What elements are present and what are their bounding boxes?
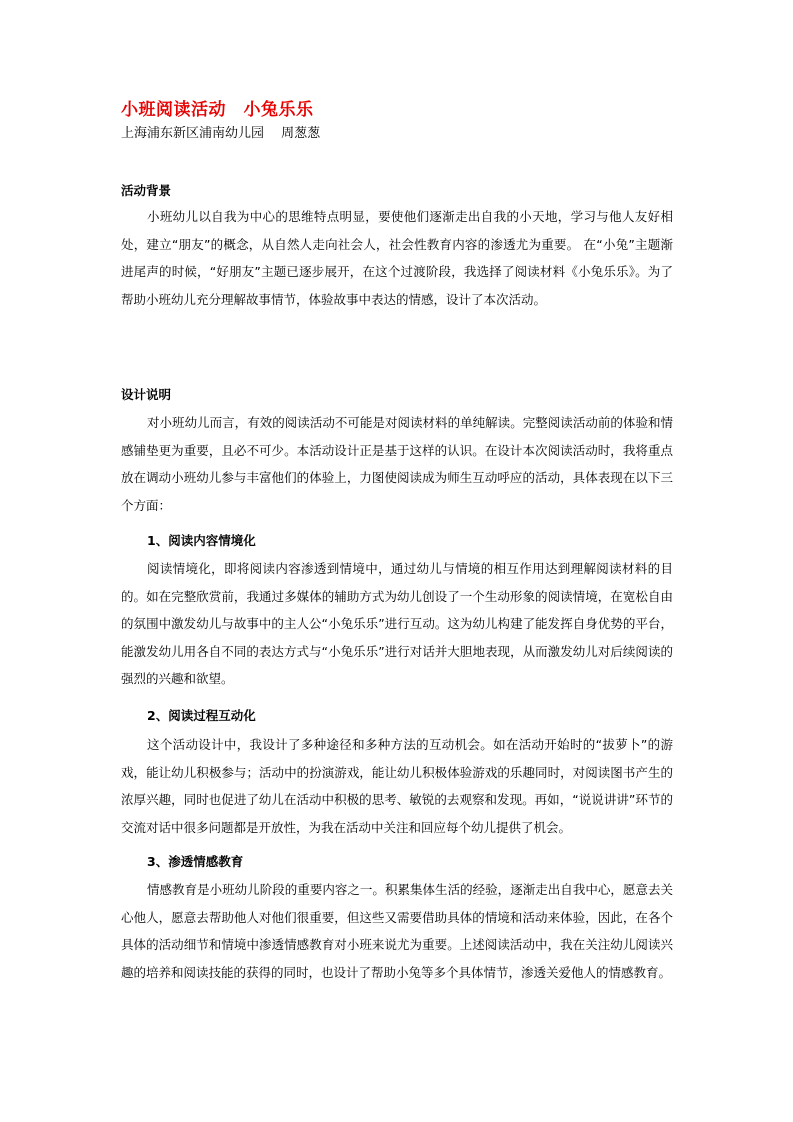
subheading-point-1: 1、阅读内容情境化	[147, 533, 256, 548]
section-heading-background: 活动背景	[121, 183, 172, 198]
paragraph-point-3: 情感教育是小班幼儿阶段的重要内容之一。积累集体生活的经验，逐渐走出自我中心，愿意去关心他人，愿意去帮助他人对他们很重要，但这些又需要借助具体的情境和活动来体验，因此，在各个具体的活动细节和情境中渗透情感教育对小班来说尤为重要。上述阅读活动中，我在关注幼儿阅读兴趣的培养和阅读技能的获得的同时，也设计了帮助小兔等多个具体情节，渗透关爱他人的情感教育。	[121, 882, 673, 980]
author-line: 上海浦东新区浦南幼儿园 周葱葱	[121, 126, 321, 141]
paragraph-design-intro: 对小班幼儿而言，有效的阅读活动不可能是对阅读材料的单纯解读。完整阅读活动前的体验和情感铺垫更为重要，且必不可少。本活动设计正是基于这样的认识。在设计本次阅读活动时，我将重点放在调动小班幼儿参与丰富他们的体验上，力图使阅读成为师生互动呼应的活动，具体表现在以下三个方面：	[121, 415, 673, 513]
paragraph-point-2: 这个活动设计中，我设计了多种途径和多种方法的互动机会。如在活动开始时的“拔萝卜”的游戏，能让幼儿积极参与；活动中的扮演游戏，能让幼儿积极体验游戏的乐趣同时，对阅读图书产生的浓厚兴趣，同时也促进了幼儿在活动中积极的思考、敏锐的去观察和发现。再如，“说说讲讲”环节的交流对话中很多问题都是开放性，为我在活动中关注和回应每个幼儿提供了机会。	[121, 737, 673, 835]
paragraph-background: 小班幼儿以自我为中心的思维特点明显，要使他们逐渐走出自我的小天地，学习与他人友好相处，建立“朋友”的概念，从自然人走向社会人，社会性教育内容的渗透尤为重要。 在“小兔”主题渐进尾声的时候，“好朋友”主题已逐步展开，在这个过渡阶段，我选择了阅读材料《小兔乐乐》。为了帮助小班幼儿充分理解故事情节，体验故事中表达的情感，设计了本次活动。	[121, 209, 673, 307]
section-heading-design: 设计说明	[121, 387, 172, 402]
subheading-point-3: 3、渗透情感教育	[147, 854, 244, 869]
subheading-point-2: 2、阅读过程互动化	[147, 708, 256, 723]
page-title: 小班阅读活动 小兔乐乐	[121, 100, 314, 120]
paragraph-point-1: 阅读情境化，即将阅读内容渗透到情境中，通过幼儿与情境的相互作用达到理解阅读材料的目的。如在完整欣赏前，我通过多媒体的辅助方式为幼儿创设了一个生动形象的阅读情境，在宽松自由的氛围中激发幼儿与故事中的主人公“小兔乐乐”进行互动。这为幼儿构建了能发挥自身优势的平台，能激发幼儿用各自不同的表达方式与“小兔乐乐”进行对话并大胆地表现，从而激发幼儿对后续阅读的强烈的兴趣和欲望。	[121, 561, 673, 686]
